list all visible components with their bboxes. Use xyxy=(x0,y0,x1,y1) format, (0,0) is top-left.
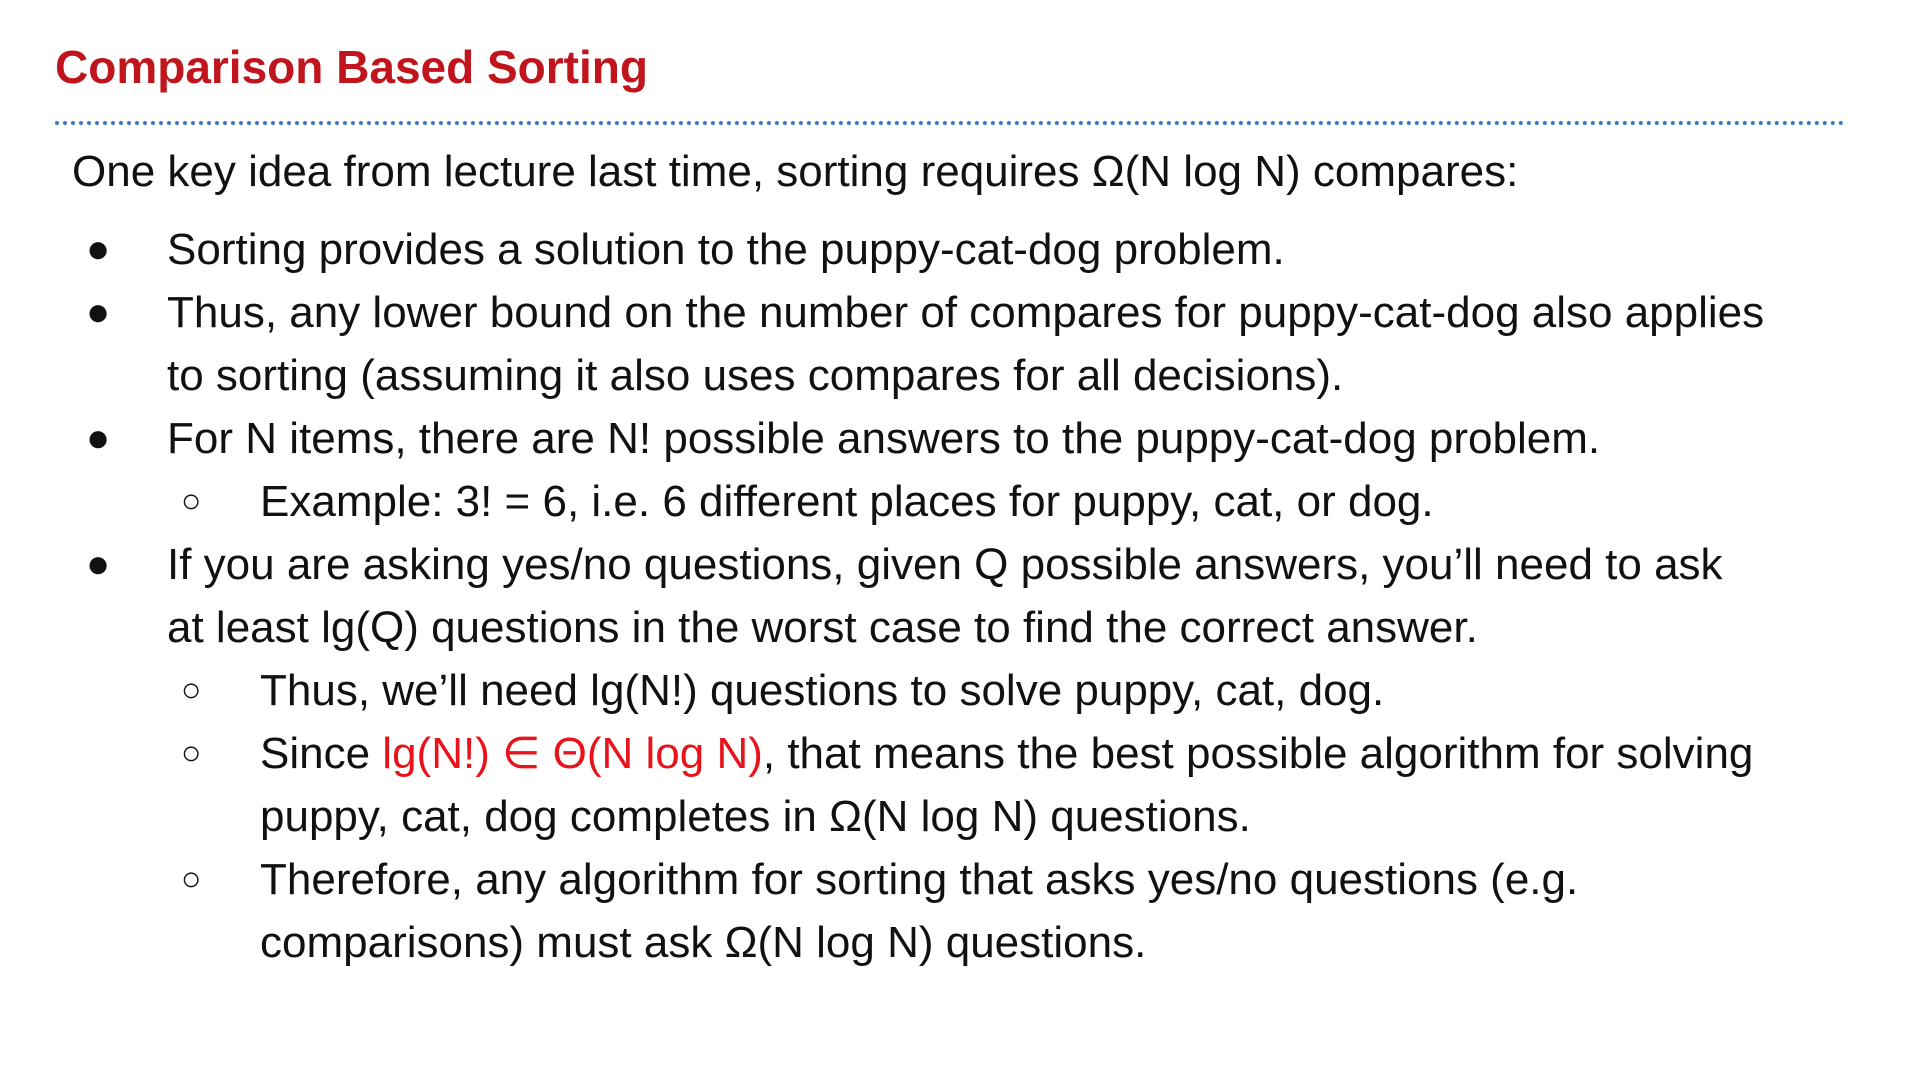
title-divider xyxy=(55,121,1845,125)
bullet-dot-icon: ● xyxy=(86,416,111,460)
intro-text: One key idea from lecture last time, sorting requires Ω(N log N) compares: xyxy=(72,147,1519,196)
list-item-text: If you are asking yes/no questions, given Q possible answers, you’ll need to ask at least lg(Q) questions in the worst case to find the correct answer. xyxy=(167,540,1723,652)
list-item xyxy=(0,218,1767,281)
list-item-text: Sorting provides a solution to the puppy-cat-dog problem. xyxy=(167,225,1285,274)
bullet-circle-icon: ○ xyxy=(181,734,202,772)
bullet-dot-icon: ● xyxy=(86,227,111,271)
list-item xyxy=(0,281,1767,407)
bullet-circle-icon: ○ xyxy=(181,860,202,898)
bullet-list xyxy=(0,218,1920,974)
list-item xyxy=(0,407,1767,470)
list-item xyxy=(0,533,1767,659)
bullet-dot-icon: ● xyxy=(86,542,111,586)
sub-list-item xyxy=(0,722,1760,848)
sub-list-item-text: Example: 3! = 6, i.e. 6 different places for puppy, cat, or dog. xyxy=(260,477,1434,526)
slide-title: Comparison Based Sorting xyxy=(55,41,648,93)
bullet-circle-icon: ○ xyxy=(181,482,202,520)
since-prefix: Since xyxy=(260,729,383,778)
highlighted-formula: lg(N!) ∈ Θ(N log N) xyxy=(382,729,763,778)
sub-list-item xyxy=(0,470,1760,533)
sub-list-item xyxy=(0,848,1760,974)
bullet-dot-icon: ● xyxy=(86,290,111,334)
sub-list-item-text: Thus, we’ll need lg(N!) questions to solve puppy, cat, dog. xyxy=(260,666,1385,715)
list-item-text: Thus, any lower bound on the number of compares for puppy-cat-dog also applies to sorting (assuming it also uses compares for all decisions). xyxy=(167,288,1765,400)
since-suffix: , that means the best possible algorithm for solving puppy, cat, dog completes in Ω(N log N) questions. xyxy=(260,729,1754,841)
sub-list-item-text: Therefore, any algorithm for sorting that asks yes/no questions (e.g. comparisons) must ask Ω(N log N) questions. xyxy=(260,855,1579,967)
sub-list-item xyxy=(0,659,1760,722)
list-item-text: For N items, there are N! possible answers to the puppy-cat-dog problem. xyxy=(167,414,1601,463)
bullet-circle-icon: ○ xyxy=(181,671,202,709)
sub-list-item-text xyxy=(260,729,1753,841)
